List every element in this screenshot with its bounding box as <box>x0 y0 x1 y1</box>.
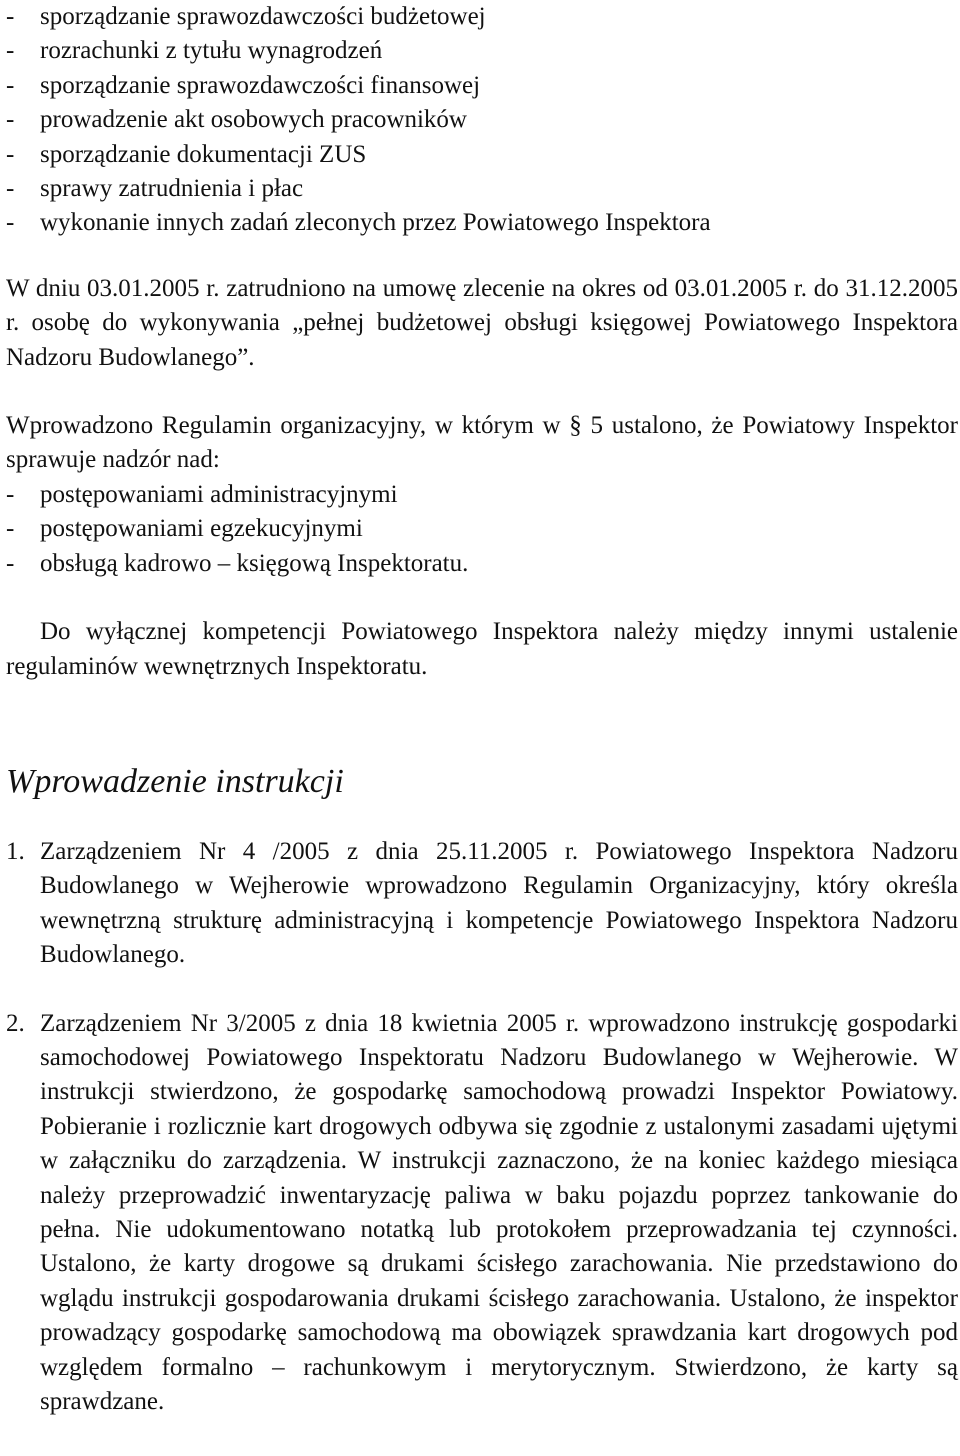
competence-paragraph: Do wyłącznej kompetencji Powiatowego Inspektora należy między innymi ustalenie regulaminów wewnętrznych Inspektoratu. <box>6 618 958 680</box>
supervision-list-item: - postępowaniami administracyjnymi <box>6 478 958 512</box>
instruction-text: Zarządzeniem Nr 3/2005 z dnia 18 kwietnia 2005 r. wprowadzono instrukcję gospodarki samochodowej Powiatowego Inspektoratu Nadzoru Budowlanego w Wejherowie. W instrukcji stwierdzono, że gospodarkę samochodową prowadzi Inspektor Powiatowy. Pobieranie i rozlicznie kart drogowych odbywa się zgodnie z ustalonymi zasadami ujętymi w załączniku do zarządzenia. W instrukcji zaznaczono, że na koniec każdego miesiąca należy przeprowadzić inwentaryzację paliwa w baku pojazdu poprzez tankowanie do pełna. Nie udokumentowano notatką lub protokołem przeprowadzania tej czynności. Ustalono, że karty drogowe są drukami ścisłego zarachowania. Nie przedstawiono do wglądu instrukcji gospodarowania drukami ścisłego zarachowania. Ustalono, że inspektor prowadzący gospodarkę samochodową ma obowiązek sprawdzania kart drogowych pod względem formalno – rachunkowym i merytorycznym. Stwierdzono, że karty są sprawdzane. <box>40 1009 958 1415</box>
duties-list-item: - sporządzanie sprawozdawczości budżetowej <box>6 0 958 34</box>
supervision-list-item: - obsługą kadrowo – księgową Inspektoratu. <box>6 547 958 581</box>
duties-list-item: - sprawy zatrudnienia i płac <box>6 172 958 206</box>
duties-list <box>6 0 958 241</box>
employment-paragraph: W dniu 03.01.2005 r. zatrudniono na umowę zlecenie na okres od 03.01.2005 r. do 31.12.2005 r. osobę do wykonywania „pełnej budżetowej obsługi księgowej Powiatowego Inspektora Nadzoru Budowlanego”. <box>6 274 958 371</box>
duties-list-item: - sporządzanie sprawozdawczości finansowej <box>6 69 958 103</box>
section-heading-wrap <box>6 762 958 802</box>
section-heading: Wprowadzenie instrukcji <box>6 762 344 800</box>
instruction-text: Zarządzeniem Nr 4 /2005 z dnia 25.11.2005 r. Powiatowego Inspektora Nadzoru Budowlanego w Wejherowie wprowadzono Regulamin Organizacyjny, który określa wewnętrzną strukturę administracyjną i kompetencje Powiatowego Inspektora Nadzoru Budowlanego. <box>40 837 958 969</box>
supervision-list <box>6 478 958 581</box>
instruction-item <box>6 1007 958 1420</box>
supervision-list-item: - postępowaniami egzekucyjnymi <box>6 512 958 546</box>
duties-list-item: - wykonanie innych zadań zleconych przez Powiatowego Inspektora <box>6 206 958 240</box>
instruction-number: 2. <box>6 1009 25 1037</box>
duties-list-item: - rozrachunki z tytułu wynagrodzeń <box>6 34 958 68</box>
instruction-number: 1. <box>6 837 25 865</box>
instruction-item <box>6 835 958 973</box>
instructions-list <box>6 835 958 1420</box>
regulamin-paragraph: Wprowadzono Regulamin organizacyjny, w którym w § 5 ustalono, że Powiatowy Inspektor sprawuje nadzór nad: <box>6 412 958 474</box>
duties-list-item: - sporządzanie dokumentacji ZUS <box>6 138 958 172</box>
duties-list-item: - prowadzenie akt osobowych pracowników <box>6 103 958 137</box>
